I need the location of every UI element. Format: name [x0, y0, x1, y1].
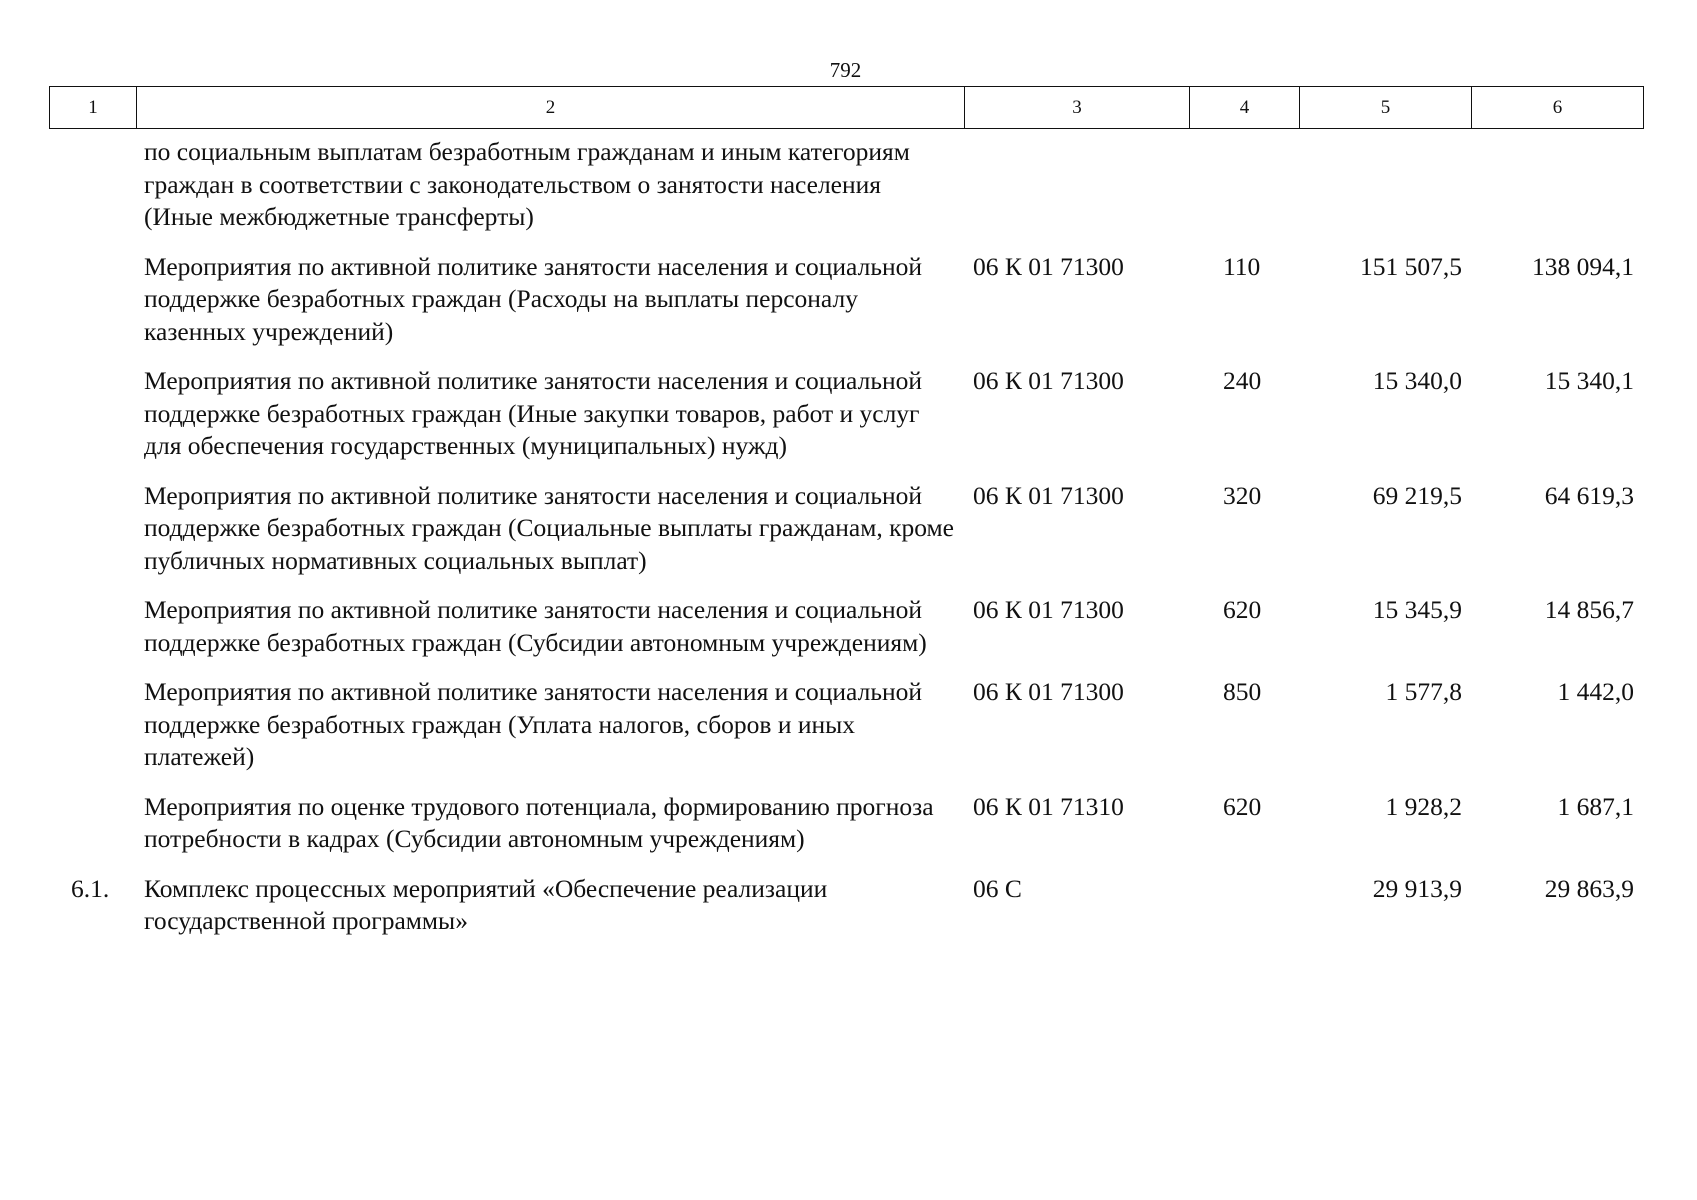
row-type: 110 — [1223, 251, 1261, 281]
row-name: Мероприятия по активной политике занятости населения и социальной поддержке безработных граждан (Социальные выплаты гражданам, кроме публичных нормативных социальных выплат) — [144, 480, 954, 575]
row-name: по социальным выплатам безработным гражданам и иным категориям граждан в соответствии с законодательством о занятости населения (Иные межбюджетные трансферты) — [144, 137, 910, 231]
row-type: 620 — [1223, 791, 1262, 821]
row-name: Мероприятия по оценке трудового потенциала, формированию прогноза потребности в кадрах (Субсидии автономным учреждениям) — [144, 791, 934, 853]
row-number — [49, 676, 136, 774]
row-code: 06 К 01 71300 — [973, 480, 1124, 510]
row-value-6: 1 687,1 — [1557, 791, 1634, 821]
row-name: Комплекс процессных мероприятий «Обеспечение реализации государственной программы» — [144, 873, 828, 935]
table-row — [49, 594, 1643, 659]
row-value-6 — [1471, 136, 1643, 234]
row-value-5: 69 219,5 — [1372, 480, 1462, 510]
table-header — [49, 86, 1644, 129]
row-value-5 — [1299, 136, 1471, 234]
row-number — [49, 365, 136, 463]
row-value-6: 14 856,7 — [1544, 595, 1634, 624]
table-row — [49, 251, 1643, 349]
row-type — [1189, 136, 1299, 234]
row-type: 320 — [1223, 480, 1262, 510]
page-number: 792 — [829, 58, 862, 82]
row-code: 06 К 01 71300 — [973, 595, 1124, 624]
row-value-5: 29 913,9 — [1372, 873, 1462, 903]
row-number — [49, 791, 136, 856]
table-body — [49, 136, 1643, 938]
row-value-5: 15 345,9 — [1372, 595, 1462, 624]
row-type — [1189, 873, 1299, 938]
row-code: 06 К 01 71300 — [973, 366, 1124, 395]
header-col-6: 6 — [1472, 87, 1644, 129]
table-row — [49, 676, 1643, 774]
row-number: 6.1. — [71, 873, 110, 903]
table-row — [49, 480, 1643, 578]
row-value-6: 29 863,9 — [1544, 873, 1634, 903]
row-number — [49, 136, 136, 234]
row-number — [49, 480, 136, 578]
row-number — [49, 251, 136, 349]
header-col-4: 4 — [1190, 87, 1300, 129]
row-name: Мероприятия по активной политике занятости населения и социальной поддержке безработных граждан (Расходы на выплаты персоналу казенных учреждений) — [144, 251, 922, 346]
header-col-5: 5 — [1300, 87, 1472, 129]
header-col-3: 3 — [965, 87, 1190, 129]
row-value-6: 64 619,3 — [1544, 480, 1634, 510]
row-type: 240 — [1223, 366, 1262, 395]
row-number — [49, 594, 136, 659]
header-col-1: 1 — [50, 87, 137, 129]
row-code: 06 К 01 71300 — [973, 251, 1124, 281]
table-row — [49, 873, 1643, 938]
header-row — [50, 87, 1644, 129]
row-type: 850 — [1223, 677, 1262, 706]
row-value-6: 1 442,0 — [1557, 677, 1634, 706]
row-type: 620 — [1223, 595, 1262, 624]
row-value-6: 138 094,1 — [1532, 251, 1634, 281]
row-value-6: 15 340,1 — [1544, 366, 1634, 395]
row-code: 06 К 01 71310 — [973, 791, 1124, 821]
table-row — [49, 791, 1643, 856]
row-name: Мероприятия по активной политике занятости населения и социальной поддержке безработных граждан (Иные закупки товаров, работ и услуг для обеспечения государственных (муниципальных) нужд) — [144, 366, 922, 460]
table-row — [49, 365, 1643, 463]
row-name: Мероприятия по активной политике занятости населения и социальной поддержке безработных граждан (Субсидии автономным учреждениям) — [144, 595, 927, 657]
row-code: 06 С — [973, 873, 1022, 903]
row-value-5: 1 577,8 — [1385, 677, 1462, 706]
table-row — [49, 136, 1643, 234]
row-value-5: 1 928,2 — [1385, 791, 1462, 821]
row-value-5: 151 507,5 — [1360, 251, 1462, 281]
header-col-2: 2 — [137, 87, 965, 129]
row-code: 06 К 01 71300 — [973, 677, 1124, 706]
row-code — [964, 136, 1189, 234]
row-value-5: 15 340,0 — [1372, 366, 1462, 395]
row-name: Мероприятия по активной политике занятости населения и социальной поддержке безработных граждан (Уплата налогов, сборов и иных платежей) — [144, 677, 922, 771]
